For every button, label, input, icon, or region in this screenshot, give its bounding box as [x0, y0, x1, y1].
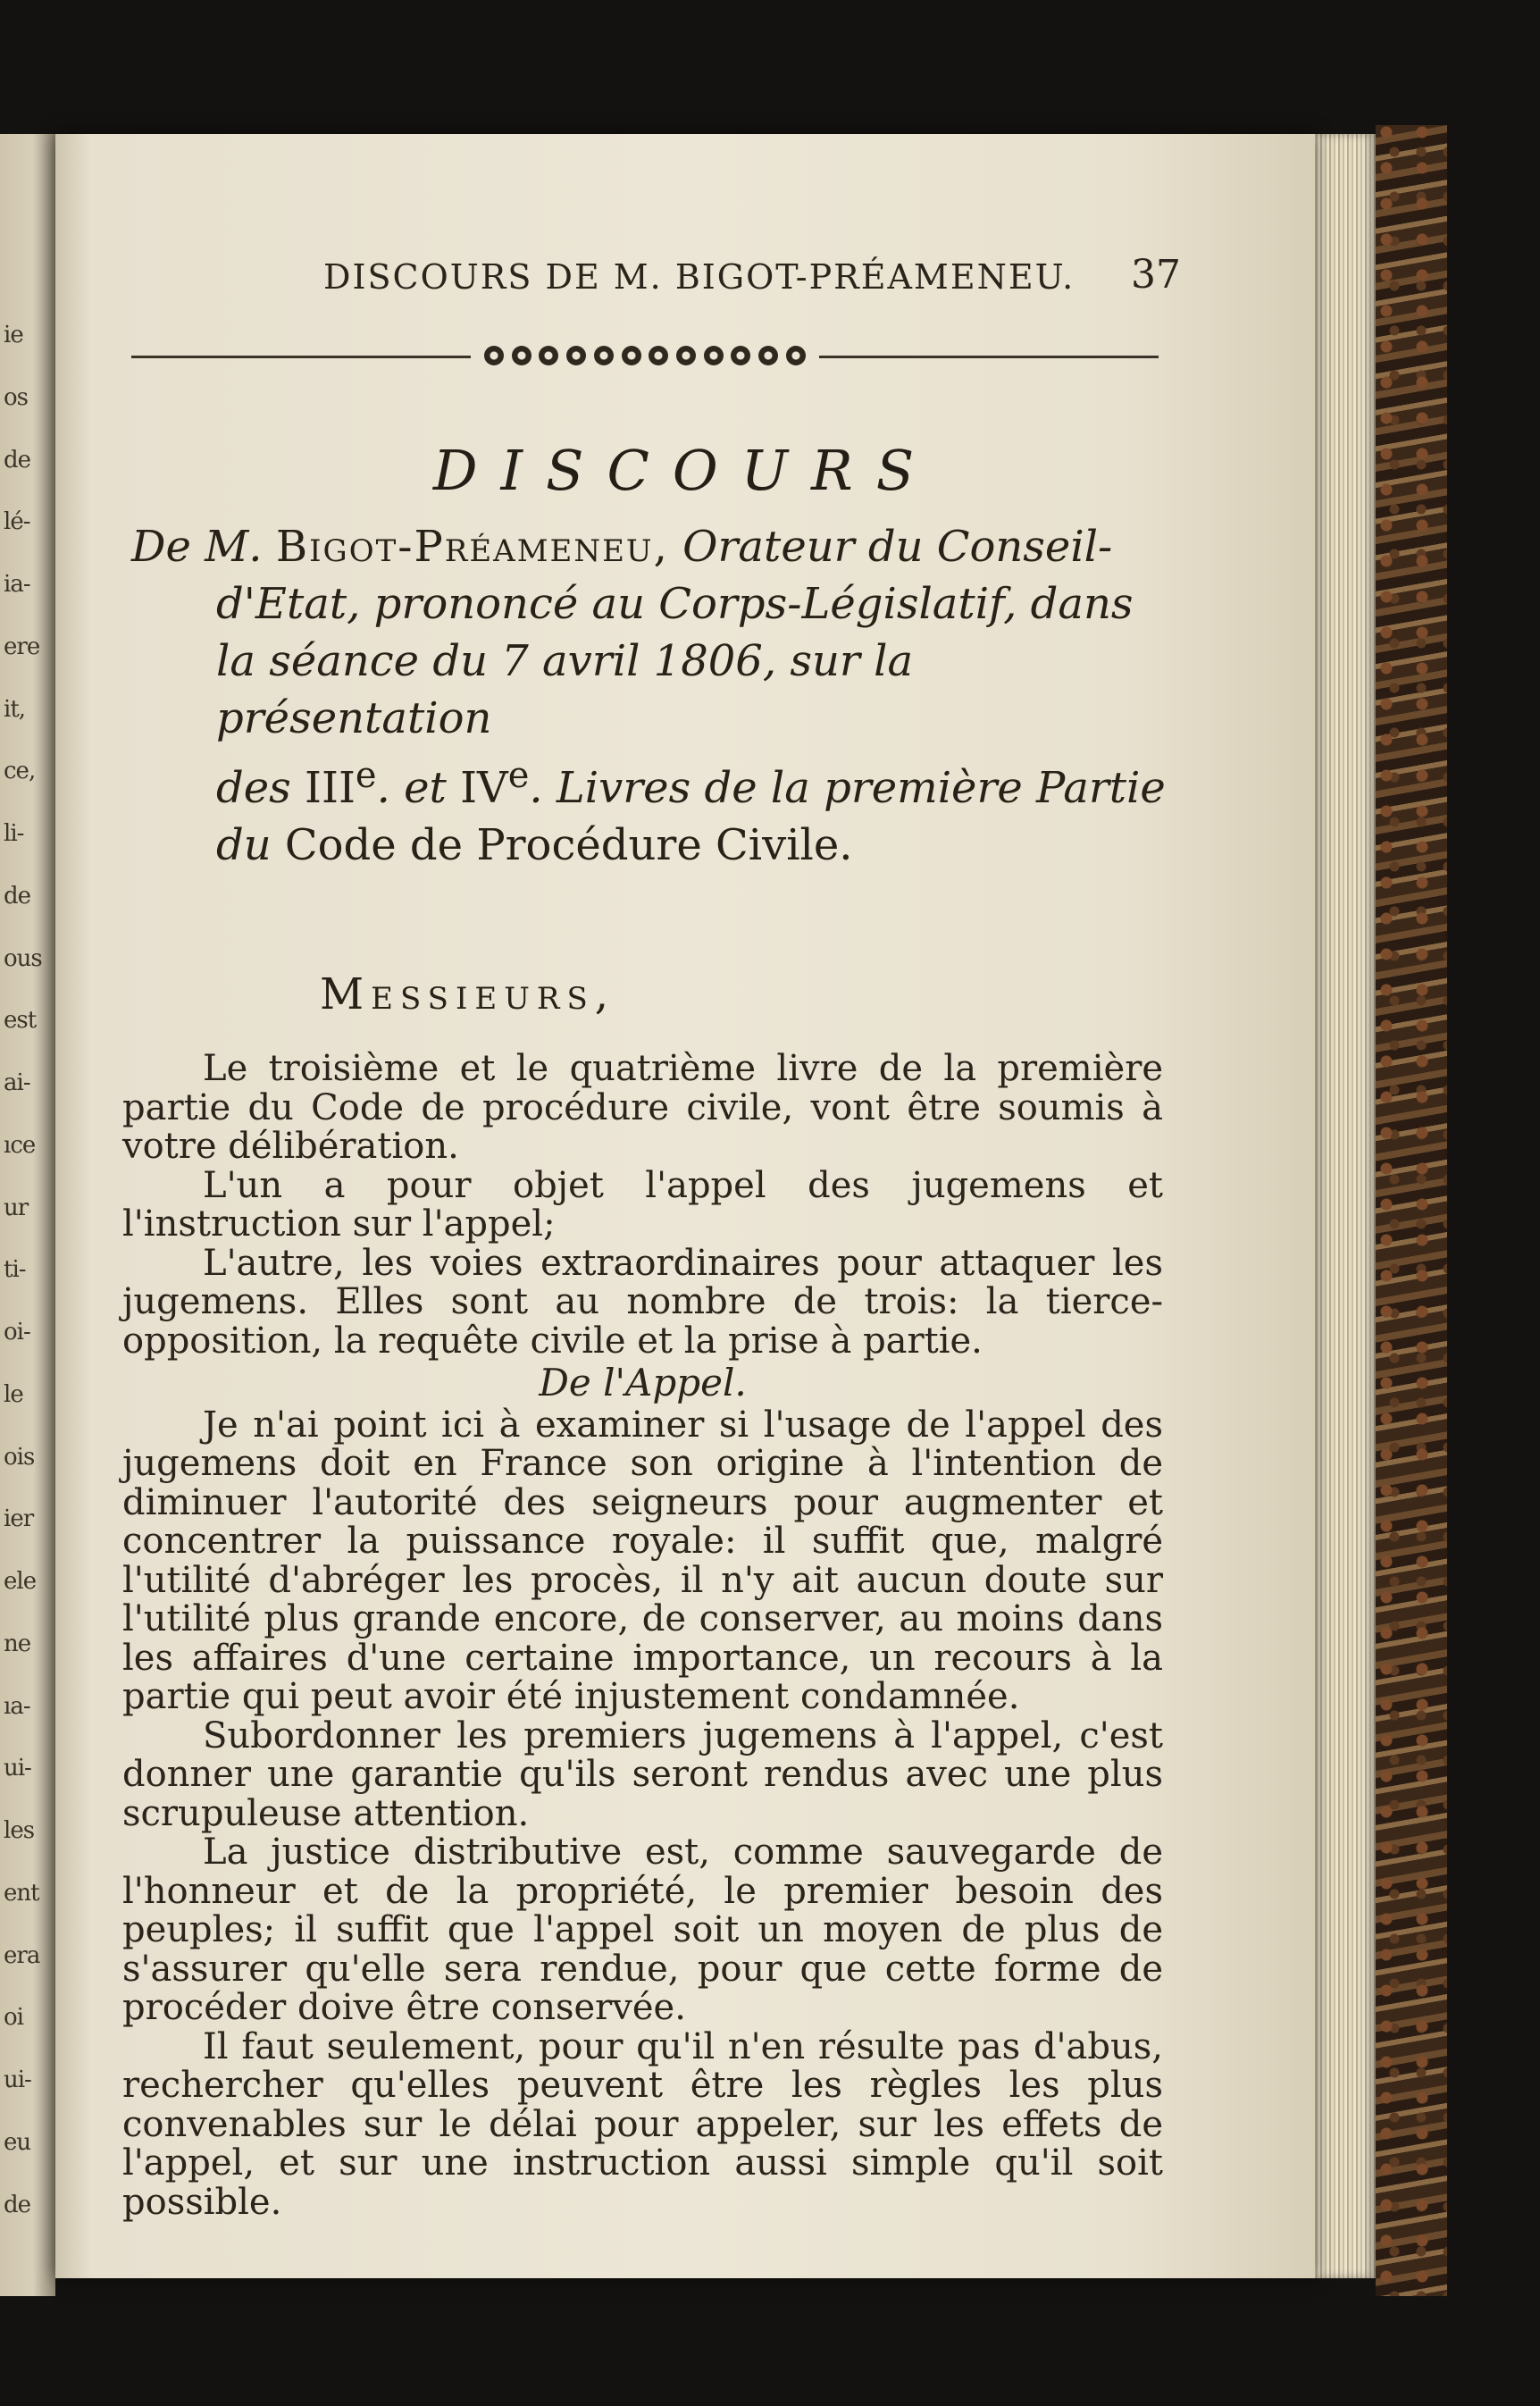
paragraph: Le troisième et le quatrième livre de la première partie du Code de procédure civile, vont être soumis à votre délibération. [122, 1048, 1163, 1167]
subtitle-line4-and: . et [376, 763, 447, 813]
ornament-dot [512, 346, 531, 365]
facing-page-fragment: it, [4, 695, 26, 723]
facing-page-fragment: ui- [4, 1755, 31, 1782]
facing-page-fragment: oi [4, 2004, 23, 2032]
book-page [55, 134, 1315, 2278]
subtitle-line3: la séance du 7 avril 1806, sur la présentation [216, 636, 914, 743]
facing-page-fragment: de [4, 882, 31, 910]
facing-page-fragment: era [4, 1941, 40, 1969]
ornament-dot [566, 346, 586, 365]
facing-page-fragment: ois [4, 1443, 35, 1471]
marbled-cover [1376, 125, 1447, 2296]
section-heading: De l'Appel. [539, 1361, 747, 1404]
ornament-dot [649, 346, 668, 365]
subtitle-author: Bigot-Préameneu, [275, 522, 669, 572]
paragraph: Subordonner les premiers jugemens à l'appel, c'est donner une garantie qu'ils seront rendus avec une plus scrupuleuse attention. [122, 1714, 1163, 1834]
paragraph: Il faut seulement, pour qu'il n'en résulte pas d'abus, rechercher qu'elles peuvent être les règles les plus convenables sur le délai pour appeler, sur les effets de l'appel, et sur une instruction aussi simple qu'il soit possible. [122, 2025, 1163, 2223]
page-edges [1313, 134, 1376, 2278]
paragraph: L'un a pour objet l'appel des jugemens et l'instruction sur l'appel; [122, 1164, 1163, 1245]
ornament-dot [731, 346, 750, 365]
facing-page-edge [0, 134, 55, 2296]
subtitle [131, 518, 1168, 874]
subtitle-line4-lead: des [216, 763, 291, 813]
facing-page-fragment: ai- [4, 1069, 30, 1096]
ornament-dot [676, 346, 696, 365]
facing-page-fragment: ne [4, 1630, 31, 1657]
ornament-dot [484, 346, 504, 365]
ornament-dot [704, 346, 724, 365]
facing-page-fragment: ıce [4, 1131, 36, 1159]
running-header [323, 252, 1181, 311]
facing-page-fragment: les [4, 1817, 35, 1844]
facing-page-fragment: ous [4, 944, 42, 972]
facing-page-fragment: li- [4, 820, 24, 847]
facing-page-fragment: ui- [4, 2066, 31, 2093]
facing-page-fragment: de [4, 2191, 31, 2218]
facing-page-fragment: os [4, 383, 28, 411]
facing-page-fragment: ele [4, 1568, 37, 1595]
page-number: 37 [1131, 252, 1181, 298]
facing-page-fragment: ia- [4, 571, 30, 598]
ornament-dots [484, 338, 806, 373]
book-three-numeral: III [305, 763, 356, 813]
body-text [122, 1050, 1163, 2222]
facing-page-fragment: ere [4, 633, 40, 660]
facing-page-fragment: oi- [4, 1319, 30, 1346]
facing-page-fragment: ier [4, 1505, 34, 1533]
subtitle-block [131, 518, 1168, 874]
main-title: DISCOURS [432, 438, 938, 503]
book-three-sup: e [355, 755, 377, 796]
paragraph: La justice distributive est, comme sauvegarde de l'honneur et de la propriété, le premier besoin des peuples; il suffit que l'appel soit un moyen de plus de s'assurer qu'elle sera rendue, pour que cette forme de procéder doive être conservée. [122, 1832, 1163, 2028]
ornament-dot [594, 346, 614, 365]
subtitle-line5-code: Code de Procédure Civile. [284, 820, 853, 870]
facing-page-fragment: eu [4, 2128, 31, 2156]
rule-line-right [819, 356, 1159, 358]
ornament-dot [758, 346, 778, 365]
facing-page-fragment: de [4, 446, 31, 474]
facing-page-fragment: ur [4, 1194, 29, 1221]
facing-page-fragment: ti- [4, 1256, 26, 1284]
facing-page-fragment: ce, [4, 758, 36, 785]
paragraph: L'autre, les voies extraordinaires pour attaquer les jugemens. Elles sont au nombre de trois: la tierce-opposition, la requête civile et la prise à partie. [122, 1242, 1163, 1362]
paragraph: Je n'ai point ici à examiner si l'usage de l'appel des jugemens doit en France son origine à l'intention de diminuer l'autorité des seigneurs pour augmenter et concentrer la puissance royale: il suffit que, malgré l'utilité d'abréger les procès, il n'y ait aucun doute sur l'utilité plus grande encore, de conserver, au moins dans les affaires d'une certaine importance, un recours à la partie qui peut avoir été injustement condamnée. [122, 1404, 1163, 1717]
subtitle-line2: d'Etat, prononcé au Corps-Législatif, dans [216, 579, 1134, 629]
facing-page-fragment: le [4, 1380, 23, 1408]
ornament-dot [622, 346, 641, 365]
facing-page-fragment: ıa- [4, 1692, 30, 1720]
running-title: DISCOURS DE M. BIGOT-PRÉAMENEU. [323, 257, 1075, 297]
facing-page-fragment: ie [4, 322, 23, 348]
facing-page-fragment: lé- [4, 508, 30, 536]
subtitle-line4-rest: . Livres de la première Partie [529, 763, 1166, 813]
subtitle-line1: Orateur du Conseil- [682, 522, 1113, 572]
subtitle-lead: De M. [131, 522, 263, 572]
ornament-dot [539, 346, 558, 365]
rule-line-left [131, 356, 471, 358]
ornament-rule [131, 338, 1159, 373]
facing-page-fragment: est [4, 1007, 37, 1035]
ornament-dot [786, 346, 806, 365]
facing-page-fragment: ent [4, 1879, 39, 1907]
book-four-sup: e [507, 755, 530, 796]
book-four-numeral: IV [460, 763, 508, 813]
subtitle-line5-lead: du [216, 820, 272, 870]
salutation: Messieurs, [320, 969, 616, 1019]
